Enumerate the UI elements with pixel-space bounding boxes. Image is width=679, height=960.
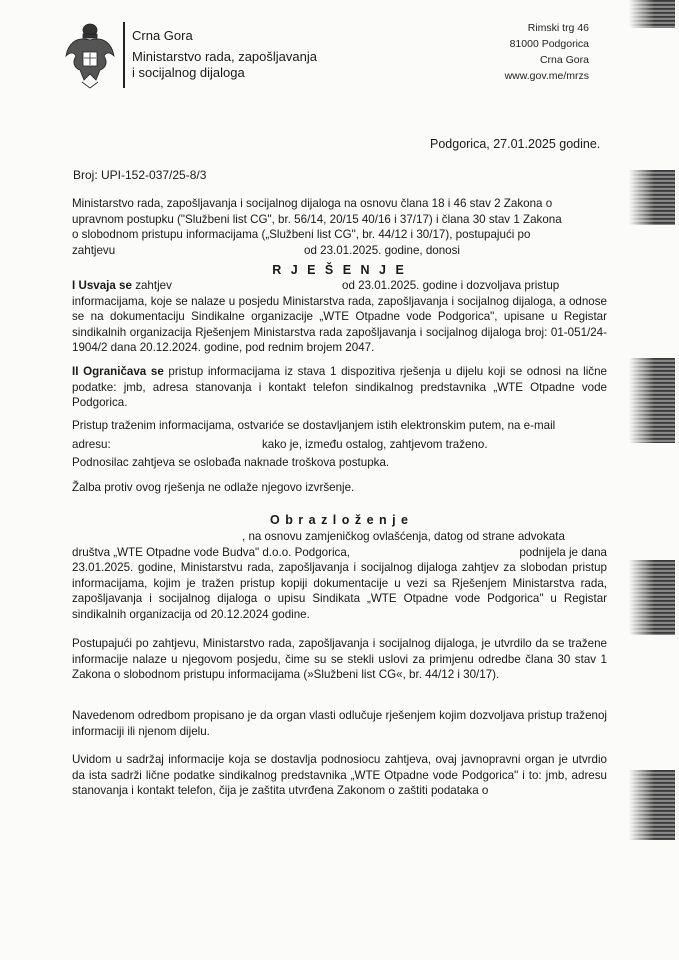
reasoning-paragraph-4: Uvidom u sadržaj informacije koja se dostavlja podnosiocu zahtjeva, ovaj javnopravni organ je utvrdio da ista sadrži lične podatke sindikalnog predstavnika „WTE Otpadne vode Podgorica" i to: jmb, adresu stanovanja i kontakt telefon, čija je zaštita utvrđena Zakonom o zaštiti podataka o — [72, 753, 607, 798]
address-website: www.gov.me/mrzs — [504, 70, 589, 82]
intro-line: od 23.01.2025. godine, donosi — [304, 243, 461, 257]
intro-paragraph — [72, 196, 607, 258]
ministry-line-2: i socijalnog dijaloga — [132, 65, 245, 80]
ministry-name — [132, 49, 317, 81]
reasoning-line: društva „WTE Otpadne vode Budva" d.o.o. Podgorica, — [72, 545, 351, 559]
scan-artifact — [629, 358, 675, 443]
intro-line: Ministarstvo rada, zapošljavanja i socijalnog dijaloga na osnovu člana 18 i 46 stav 2 Zakona o — [72, 197, 553, 210]
reasoning-title: O b r a z l o ž e n j e — [270, 513, 409, 527]
point-1-text: informacijama, koje se nalaze u posjedu Ministarstva rada, zapošljavanja i socijalnog dijaloga, a odnose se na dokumentaciju Sindikalne organizacije „WTE Otpadne vode Podgorica", upisane u Registar sindikalnih organizacija Rješenjem Ministarstva rada zapošljavanja i socijalnog dijaloga broj: 01-051/24-1904/2 dana 20.12.2024. godine, pod rednim brojem 2047. — [72, 294, 607, 355]
point-2-text: pristup informacijama iz stava 1 dispozitiva rješenja u dijelu koji se odnosi na lične podatke: jmb, adresa stanovanja i kontakt telefon sindikalnog predstavnika „WTE Otpadne vode Podgorica. — [72, 365, 607, 410]
reasoning-text: 23.01.2025. godine, Ministarstvu rada, zapošljavanja i socijalnog dijaloga zahtjev za slobodan pristup informacijama, kojim je tražen pristup kopiji dokumentacije u vezi sa Rješenjem Ministarstva rada, zapošljavanja i socijalnog dijaloga o upisu Sindikata „WTE Otpadne vode Podgorica" u Registar sindikalnih organizacija od 20.12.2024 godine. — [72, 561, 607, 621]
intro-line: o slobodnom pristupu informacijama („Službeni list CG", br. 44/12 i 30/17), postupajući po — [72, 228, 531, 242]
access-line: adresu: — [72, 437, 111, 451]
point-1-label: I Usvaja se — [72, 279, 132, 292]
address-country: Crna Gora — [539, 54, 589, 66]
header-divider — [123, 22, 125, 88]
access-paragraph — [72, 418, 607, 452]
access-line: Pristup traženim informacijama, ostvariće se dostavljanjem istih elektronskim putem, na e-mail — [72, 419, 556, 432]
intro-line: zahtjevu — [72, 243, 116, 257]
decision-point-1 — [72, 278, 607, 356]
scan-artifact — [629, 560, 675, 635]
decision-title: R J E Š E N J E — [272, 263, 407, 277]
intro-line: upravnom postupku ("Službeni list CG", br. 56/14, 20/15 40/16 i 37/17) i člana 30 stav 1 Zakona — [72, 212, 562, 226]
scan-artifact — [629, 170, 675, 225]
document-number: Broj: UPI-152-037/25-8/3 — [73, 168, 207, 182]
scan-artifact — [629, 770, 675, 840]
access-line: kako je, između ostalog, zahtjevom traženo. — [262, 437, 488, 451]
reasoning-paragraph-2: Postupajući po zahtjevu, Ministarstvo rada, zapošljavanja i socijalnog dijaloga, je utvrdilo da se tražene informacije nalaze u njegovom posjedu, čime su se stekli uslovi za primjenu odredbe člana 30 stav 1 Zakona o slobodnom pristupu informacijama (»Službeni list CG«, br. 44/12 i 30/17). — [72, 637, 607, 682]
reasoning-line: , na osnovu zamjeničkog ovlašćenja, datog od strane advokata — [242, 530, 565, 543]
appeal-paragraph: Žalba protiv ovog rješenja ne odlaže njegovo izvršenje. — [72, 481, 355, 494]
address-city: 81000 Podgorica — [509, 38, 589, 50]
reasoning-line: podnijela je dana — [519, 545, 607, 559]
ministry-address — [505, 20, 589, 84]
scan-artifact — [629, 0, 675, 28]
fees-paragraph: Podnosilac zahtjeva se oslobađa naknade troškova postupka. — [72, 456, 390, 469]
decision-point-2 — [72, 364, 607, 411]
country-name: Crna Gora — [132, 28, 193, 43]
coat-of-arms-icon — [62, 22, 118, 90]
address-street: Rimski trg 46 — [527, 22, 589, 34]
ministry-line-1: Ministarstvo rada, zapošljavanja — [132, 49, 317, 64]
reasoning-paragraph-3: Navedenom odredbom propisano je da organ vlasti odlučuje rješenjem kojim dozvoljava pristup traženoj informaciji ili njenom dijelu. — [72, 709, 607, 738]
place-date: Podgorica, 27.01.2025 godine. — [430, 137, 601, 151]
point-1-start: zahtjev — [135, 279, 172, 292]
point-1-end: od 23.01.2025. godine i dozvoljava pristup — [342, 279, 560, 292]
reasoning-paragraph-1 — [72, 529, 607, 623]
point-2-label: II Ograničava se — [72, 365, 164, 378]
